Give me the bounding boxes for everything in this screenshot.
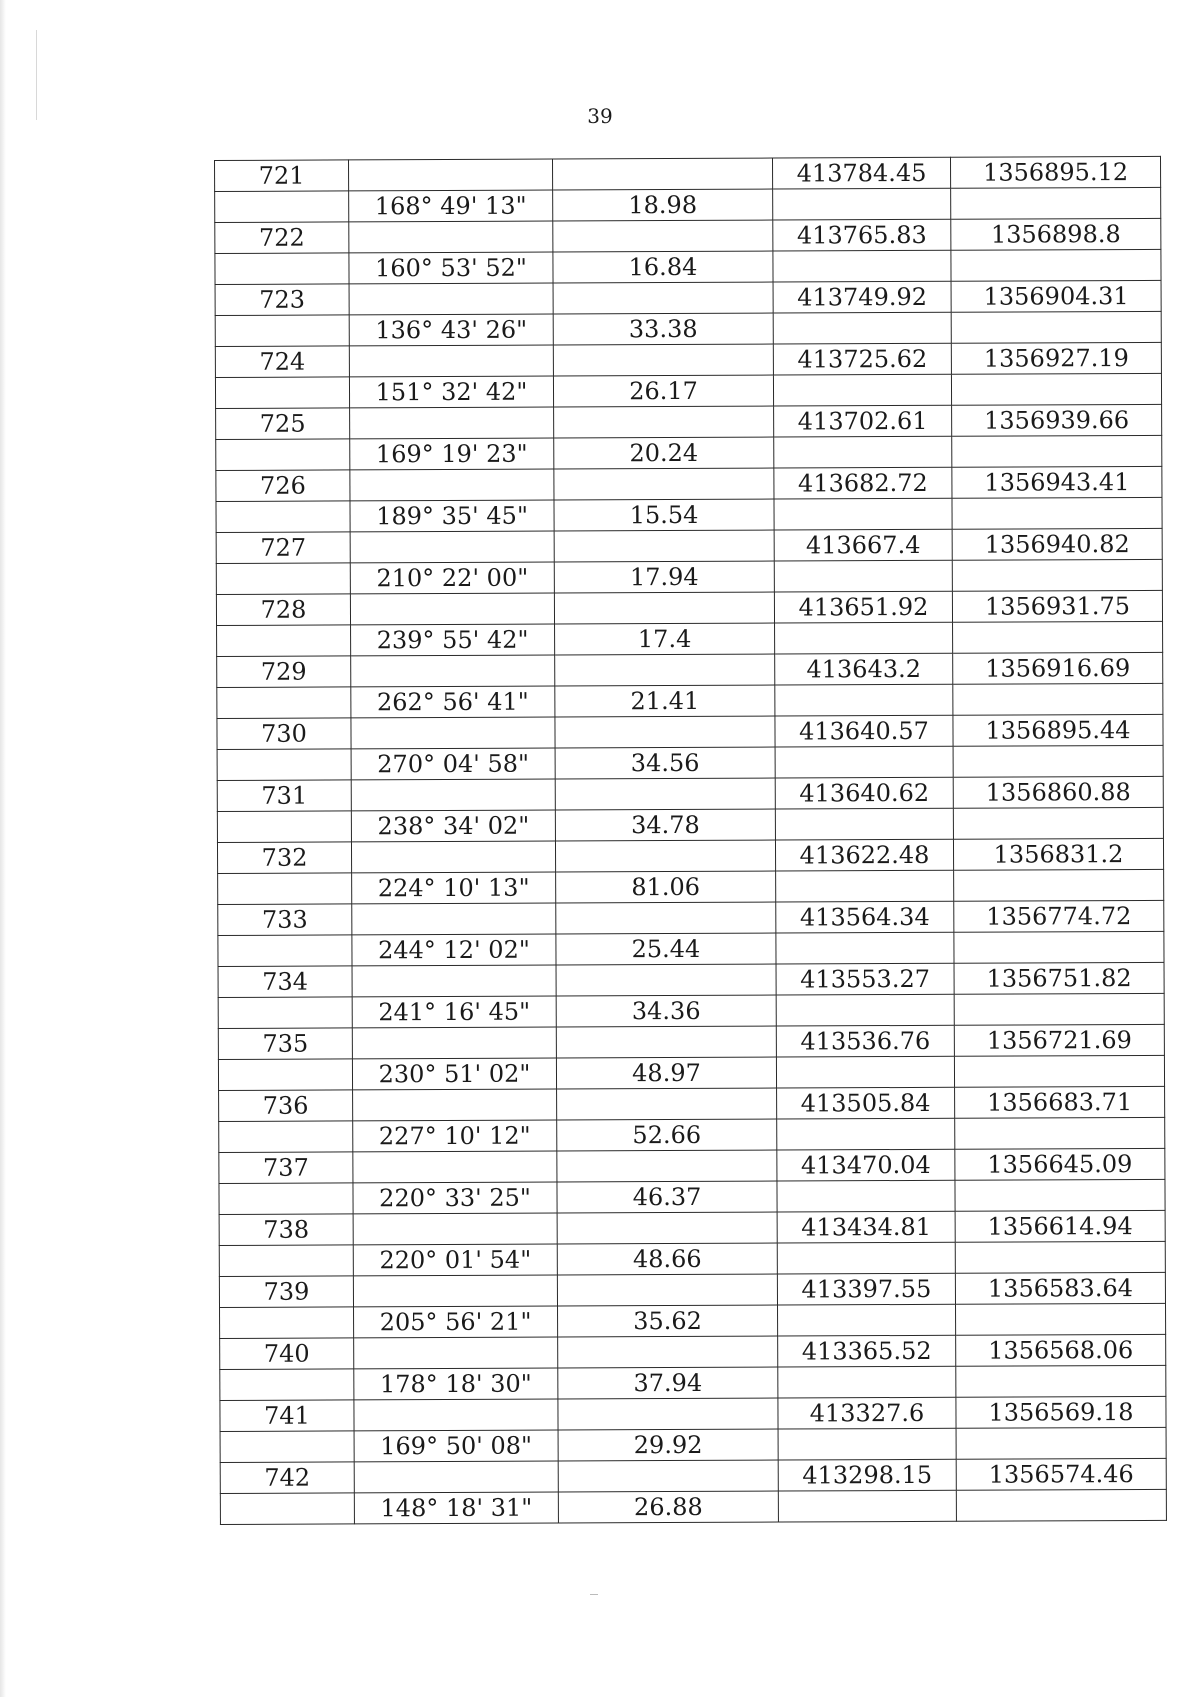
northing-cell (955, 1241, 1165, 1273)
table-row (219, 1210, 1165, 1245)
northing-cell (951, 249, 1161, 281)
northing-cell (953, 621, 1163, 653)
distance-cell: 35.62 (558, 1305, 778, 1337)
easting-cell (773, 312, 951, 344)
distance-cell (554, 530, 774, 562)
easting-cell: 413397.55 (777, 1273, 955, 1305)
northing-cell: 1356916.69 (953, 652, 1163, 684)
point-cell (219, 1245, 353, 1277)
table-row (216, 590, 1162, 625)
northing-cell: 1356645.09 (955, 1148, 1165, 1180)
easting-cell (774, 498, 952, 530)
distance-cell (557, 1274, 777, 1306)
table-row (216, 497, 1162, 532)
distance-cell (556, 964, 776, 996)
northing-cell (951, 311, 1161, 343)
table-row (218, 1024, 1164, 1059)
table-row (215, 187, 1161, 222)
table-row (216, 435, 1162, 470)
distance-cell: 16.84 (553, 251, 773, 283)
northing-cell: 1356614.94 (955, 1210, 1165, 1242)
table-row (217, 838, 1163, 873)
easting-cell: 413505.84 (777, 1087, 955, 1119)
easting-cell: 413682.72 (774, 467, 952, 499)
point-cell: 724 (215, 346, 349, 378)
northing-cell: 1356683.71 (955, 1086, 1165, 1118)
northing-cell (953, 807, 1163, 839)
easting-cell: 413643.2 (775, 653, 953, 685)
distance-cell: 81.06 (556, 871, 776, 903)
table-row (220, 1365, 1166, 1400)
bearing-cell (354, 1337, 558, 1369)
distance-cell: 25.44 (556, 933, 776, 965)
distance-cell: 46.37 (557, 1181, 777, 1213)
table-row (218, 993, 1164, 1028)
easting-cell (777, 1180, 955, 1212)
bearing-cell: 210° 22' 00" (350, 562, 554, 594)
table-row (220, 1427, 1166, 1462)
table-row (217, 745, 1163, 780)
table-row (218, 869, 1164, 904)
point-cell (219, 1183, 353, 1215)
bearing-cell (351, 717, 555, 749)
coordinate-table (214, 156, 1167, 1525)
northing-cell: 1356721.69 (954, 1024, 1164, 1056)
bearing-cell (351, 655, 555, 687)
bearing-cell (353, 1213, 557, 1245)
point-cell (216, 563, 350, 595)
northing-cell (954, 993, 1164, 1025)
point-cell: 736 (219, 1090, 353, 1122)
distance-cell (553, 344, 773, 376)
easting-cell (777, 1118, 955, 1150)
easting-cell: 413536.76 (776, 1025, 954, 1057)
distance-cell (555, 778, 775, 810)
point-cell: 739 (219, 1276, 353, 1308)
northing-cell: 1356943.41 (952, 466, 1162, 498)
point-cell: 732 (217, 842, 351, 874)
bearing-cell (352, 1027, 556, 1059)
northing-cell: 1356904.31 (951, 280, 1161, 312)
bearing-cell (353, 1151, 557, 1183)
distance-cell: 52.66 (557, 1119, 777, 1151)
distance-cell (554, 592, 774, 624)
bearing-cell (349, 283, 553, 315)
bearing-cell: 227° 10' 12" (353, 1120, 557, 1152)
northing-cell: 1356939.66 (952, 404, 1162, 436)
easting-cell: 413640.57 (775, 715, 953, 747)
distance-cell: 48.66 (557, 1243, 777, 1275)
bearing-cell: 262° 56' 41" (351, 686, 555, 718)
northing-cell (954, 931, 1164, 963)
northing-cell: 1356860.88 (953, 776, 1163, 808)
easting-cell: 413702.61 (774, 405, 952, 437)
distance-cell: 20.24 (554, 437, 774, 469)
point-cell (217, 687, 351, 719)
table-row (217, 807, 1163, 842)
table-row (215, 249, 1161, 284)
table-row (215, 218, 1161, 253)
distance-cell (557, 1088, 777, 1120)
point-cell: 735 (218, 1028, 352, 1060)
point-cell (220, 1431, 354, 1463)
distance-cell (558, 1460, 778, 1492)
distance-cell (557, 1212, 777, 1244)
point-cell: 728 (216, 594, 350, 626)
table-row (218, 962, 1164, 997)
northing-cell: 1356895.12 (950, 156, 1160, 188)
easting-cell (778, 1428, 956, 1460)
northing-cell (956, 1365, 1166, 1397)
distance-cell: 48.97 (556, 1057, 776, 1089)
point-cell (217, 749, 351, 781)
point-cell: 721 (215, 160, 349, 192)
table-row (219, 1241, 1165, 1276)
northing-cell: 1356940.82 (952, 528, 1162, 560)
easting-cell: 413640.62 (775, 777, 953, 809)
distance-cell: 34.36 (556, 995, 776, 1027)
point-cell (218, 935, 352, 967)
bearing-cell: 270° 04' 58" (351, 748, 555, 780)
point-cell: 729 (217, 656, 351, 688)
distance-cell (554, 468, 774, 500)
table-row (220, 1489, 1166, 1524)
northing-cell (954, 869, 1164, 901)
table-row (218, 1055, 1164, 1090)
table-row (215, 373, 1161, 408)
northing-cell: 1356774.72 (954, 900, 1164, 932)
bearing-cell: 238° 34' 02" (351, 810, 555, 842)
northing-cell: 1356568.06 (956, 1334, 1166, 1366)
point-cell (220, 1307, 354, 1339)
page-number: 39 (587, 104, 613, 128)
northing-cell (955, 1303, 1165, 1335)
easting-cell (776, 932, 954, 964)
easting-cell (773, 188, 951, 220)
table-row (217, 621, 1163, 656)
northing-cell (954, 1055, 1164, 1087)
distance-cell (553, 282, 773, 314)
bearing-cell: 169° 19' 23" (350, 438, 554, 470)
point-cell (218, 873, 352, 905)
coordinate-table-body (215, 156, 1167, 1524)
point-cell: 741 (220, 1400, 354, 1432)
distance-cell (555, 716, 775, 748)
bearing-cell (349, 345, 553, 377)
distance-cell (554, 406, 774, 438)
easting-cell: 413434.81 (777, 1211, 955, 1243)
distance-cell (558, 1398, 778, 1430)
distance-cell (558, 1336, 778, 1368)
easting-cell (776, 870, 954, 902)
table-row (220, 1396, 1166, 1431)
point-cell: 731 (217, 780, 351, 812)
table-row (215, 311, 1161, 346)
bearing-cell (352, 965, 556, 997)
easting-cell (776, 994, 954, 1026)
northing-cell: 1356898.8 (951, 218, 1161, 250)
table-row (215, 156, 1161, 191)
distance-cell (552, 158, 772, 190)
bearing-cell (351, 841, 555, 873)
table-row (217, 683, 1163, 718)
northing-cell (953, 745, 1163, 777)
easting-cell (776, 1056, 954, 1088)
table-row (220, 1458, 1166, 1493)
northing-cell: 1356583.64 (955, 1272, 1165, 1304)
bearing-cell (349, 159, 553, 191)
bearing-cell: 244° 12' 02" (352, 934, 556, 966)
northing-cell (955, 1179, 1165, 1211)
table-row (219, 1272, 1165, 1307)
point-cell: 723 (215, 284, 349, 316)
point-cell (219, 1121, 353, 1153)
easting-cell (775, 622, 953, 654)
easting-cell: 413667.4 (774, 529, 952, 561)
table-row (217, 714, 1163, 749)
table-row (220, 1303, 1166, 1338)
northing-cell (952, 435, 1162, 467)
bearing-cell: 241° 16' 45" (352, 996, 556, 1028)
easting-cell (777, 1242, 955, 1274)
point-cell (218, 1059, 352, 1091)
northing-cell (956, 1489, 1166, 1521)
easting-cell (773, 374, 951, 406)
table-row (216, 559, 1162, 594)
distance-cell: 29.92 (558, 1429, 778, 1461)
easting-cell (775, 746, 953, 778)
distance-cell: 18.98 (553, 189, 773, 221)
easting-cell (775, 684, 953, 716)
distance-cell: 34.78 (555, 809, 775, 841)
bearing-cell (353, 1089, 557, 1121)
distance-cell: 15.54 (554, 499, 774, 531)
easting-cell (773, 250, 951, 282)
northing-cell (952, 497, 1162, 529)
bearing-cell: 148° 18' 31" (354, 1492, 558, 1524)
scan-speck (590, 1594, 598, 1595)
bearing-cell: 205° 56' 21" (354, 1306, 558, 1338)
easting-cell: 413725.62 (773, 343, 951, 375)
distance-cell: 33.38 (553, 313, 773, 345)
northing-cell: 1356751.82 (954, 962, 1164, 994)
distance-cell (555, 840, 775, 872)
point-cell: 738 (219, 1214, 353, 1246)
easting-cell: 413365.52 (778, 1335, 956, 1367)
point-cell (215, 315, 349, 347)
northing-cell (951, 373, 1161, 405)
easting-cell (778, 1490, 956, 1522)
point-cell: 737 (219, 1152, 353, 1184)
distance-cell: 34.56 (555, 747, 775, 779)
easting-cell (778, 1304, 956, 1336)
table-row (215, 280, 1161, 315)
table-row (216, 466, 1162, 501)
bearing-cell (354, 1461, 558, 1493)
easting-cell: 413327.6 (778, 1397, 956, 1429)
distance-cell (556, 902, 776, 934)
table-row (219, 1148, 1165, 1183)
easting-cell: 413749.92 (773, 281, 951, 313)
distance-cell (557, 1150, 777, 1182)
table-row (215, 342, 1161, 377)
easting-cell: 413564.34 (776, 901, 954, 933)
easting-cell (774, 560, 952, 592)
table-row (217, 776, 1163, 811)
bearing-cell: 220° 01' 54" (353, 1244, 557, 1276)
bearing-cell: 136° 43' 26" (349, 314, 553, 346)
distance-cell (555, 654, 775, 686)
bearing-cell: 169° 50' 08" (354, 1430, 558, 1462)
northing-cell: 1356895.44 (953, 714, 1163, 746)
table-row (218, 900, 1164, 935)
easting-cell (774, 436, 952, 468)
distance-cell (553, 220, 773, 252)
table-row (218, 931, 1164, 966)
bearing-cell (353, 1275, 557, 1307)
bearing-cell (351, 779, 555, 811)
northing-cell: 1356831.2 (953, 838, 1163, 870)
northing-cell: 1356931.75 (952, 590, 1162, 622)
distance-cell (556, 1026, 776, 1058)
point-cell (215, 377, 349, 409)
bearing-cell: 224° 10' 13" (352, 872, 556, 904)
bearing-cell: 220° 33' 25" (353, 1182, 557, 1214)
northing-cell: 1356569.18 (956, 1396, 1166, 1428)
distance-cell: 21.41 (555, 685, 775, 717)
bearing-cell (350, 593, 554, 625)
easting-cell (778, 1366, 956, 1398)
bearing-cell: 239° 55' 42" (351, 624, 555, 656)
point-cell (220, 1369, 354, 1401)
point-cell: 727 (216, 532, 350, 564)
northing-cell: 1356574.46 (956, 1458, 1166, 1490)
point-cell: 722 (215, 222, 349, 254)
bearing-cell: 160° 53' 52" (349, 252, 553, 284)
table-row (219, 1179, 1165, 1214)
distance-cell: 17.4 (555, 623, 775, 655)
easting-cell: 413651.92 (774, 591, 952, 623)
distance-cell: 26.17 (553, 375, 773, 407)
northing-cell (953, 683, 1163, 715)
table-row (219, 1086, 1165, 1121)
bearing-cell: 151° 32' 42" (349, 376, 553, 408)
table-row (216, 404, 1162, 439)
table-row (216, 528, 1162, 563)
point-cell (220, 1493, 354, 1525)
point-cell (216, 439, 350, 471)
easting-cell: 413784.45 (772, 157, 950, 189)
point-cell (215, 191, 349, 223)
northing-cell (956, 1427, 1166, 1459)
distance-cell: 17.94 (554, 561, 774, 593)
distance-cell: 37.94 (558, 1367, 778, 1399)
northing-cell: 1356927.19 (951, 342, 1161, 374)
point-cell: 726 (216, 470, 350, 502)
bearing-cell (350, 531, 554, 563)
bearing-cell: 189° 35' 45" (350, 500, 554, 532)
bearing-cell (354, 1399, 558, 1431)
point-cell: 734 (218, 966, 352, 998)
point-cell (217, 625, 351, 657)
point-cell: 725 (216, 408, 350, 440)
bearing-cell (350, 469, 554, 501)
distance-cell: 26.88 (558, 1491, 778, 1523)
bearing-cell: 230° 51' 02" (352, 1058, 556, 1090)
bearing-cell (349, 221, 553, 253)
easting-cell: 413765.83 (773, 219, 951, 251)
point-cell: 730 (217, 718, 351, 750)
point-cell: 740 (220, 1338, 354, 1370)
northing-cell (951, 187, 1161, 219)
easting-cell: 413298.15 (778, 1459, 956, 1491)
easting-cell: 413470.04 (777, 1149, 955, 1181)
scan-edge-shadow (0, 0, 6, 1697)
point-cell (218, 997, 352, 1029)
bearing-cell (350, 407, 554, 439)
point-cell: 742 (220, 1462, 354, 1494)
bearing-cell: 178° 18' 30" (354, 1368, 558, 1400)
table-row (220, 1334, 1166, 1369)
table-row (219, 1117, 1165, 1152)
bearing-cell (352, 903, 556, 935)
table-row (217, 652, 1163, 687)
bearing-cell: 168° 49' 13" (349, 190, 553, 222)
easting-cell: 413553.27 (776, 963, 954, 995)
point-cell: 733 (218, 904, 352, 936)
easting-cell (775, 808, 953, 840)
easting-cell: 413622.48 (775, 839, 953, 871)
point-cell (216, 501, 350, 533)
northing-cell (955, 1117, 1165, 1149)
northing-cell (952, 559, 1162, 591)
point-cell (217, 811, 351, 843)
point-cell (215, 253, 349, 285)
